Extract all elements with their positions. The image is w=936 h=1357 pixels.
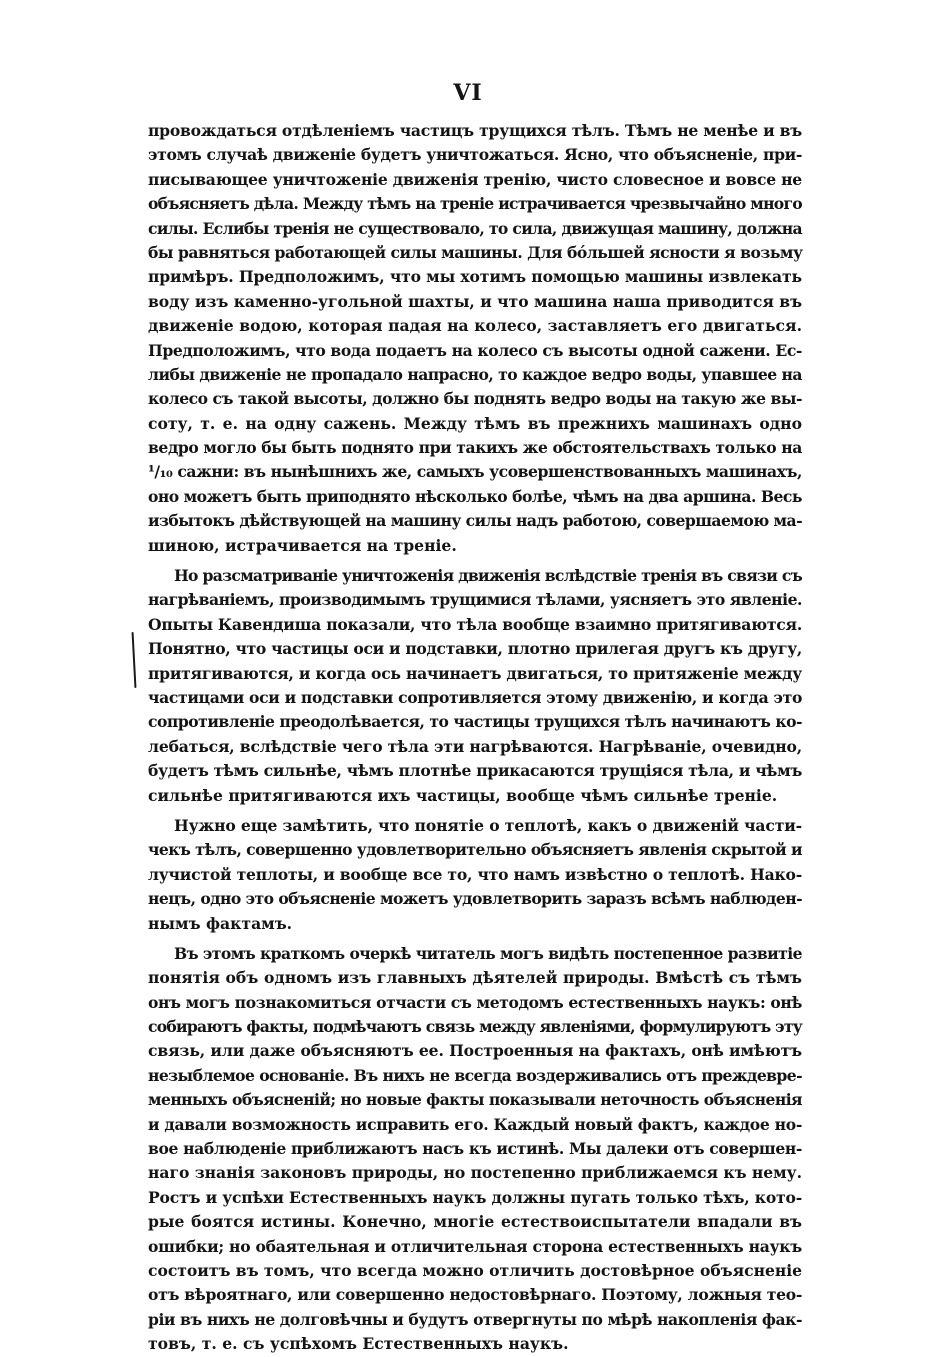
text-line: понятія объ одномъ изъ главныхъ дѣятелей природы. Вмѣстѣ съ тѣмъ <box>148 968 802 988</box>
text-line: сильнѣе притягиваются ихъ частицы, вообще чѣмъ сильнѣе треніе. <box>148 785 778 805</box>
paragraph <box>148 119 802 558</box>
paragraph <box>148 942 802 1357</box>
text-line: Опыты Кавендиша показали, что тѣла вообще взаимно притягиваются. <box>148 614 803 634</box>
text-line: писывающее уничтоженіе движенія тренію, чисто словесное и вовсе не <box>148 169 802 189</box>
text-line: лучистой теплоты, и вообще все то, что намъ извѣстно о теплотѣ. Нако- <box>148 864 802 884</box>
text-line: ошибки; но обаятельная и отличительная сторона естественныхъ наукъ <box>148 1236 802 1256</box>
text-line: связь, или даже объясняютъ ее. Построенныя на фактахъ, онѣ имѣютъ <box>148 1041 802 1061</box>
text-line: ріи въ нихъ не долговѣчны и будутъ отвергнуты по мѣрѣ накопленія фак- <box>148 1309 803 1329</box>
paragraph <box>148 564 802 808</box>
text-line: ведро могло бы быть поднято при такихъ же обстоятельствахъ только на <box>148 438 802 458</box>
text-line: Но разсматриваніе уничтоженія движенія вслѣдствіе тренія въ связи съ <box>174 566 802 586</box>
text-line: менныхъ объясненій; но новые факты показывали неточность объясненія <box>148 1090 802 1110</box>
paragraph <box>148 814 802 936</box>
text-line: нагрѣваніемъ, производимымъ трущимися тѣлами, уясняетъ это явленіе. <box>148 590 802 610</box>
text-line: нымъ фактамъ. <box>148 913 293 933</box>
margin-pencil-mark <box>132 632 137 688</box>
text-line: лебаться, вслѣдствіе чего тѣла эти нагрѣваются. Нагрѣваніе, очевидно, <box>148 736 803 756</box>
text-line: движеніе водою, которая падая на колесо, заставляетъ его двигаться. <box>148 316 802 336</box>
page-number: VI <box>453 80 483 106</box>
text-line: Ростъ и успѣхи Естественныхъ наукъ должны пугать только тѣхъ, кото- <box>148 1187 803 1207</box>
text-line: онъ могъ познакомиться отчасти съ методомъ естественныхъ наукъ: онѣ <box>148 992 803 1012</box>
text-line: Нужно еще замѣтить, что понятіе о теплотѣ, какъ о движеній части- <box>174 815 803 835</box>
text-line: Въ этомъ краткомъ очеркѣ читатель могъ видѣть постепенное развитіе <box>174 943 803 963</box>
text-line: отъ вѣроятнаго, или совершенно недостовѣрнаго. Поэтому, ложныя тео- <box>148 1285 803 1305</box>
text-line: бы равняться работающей силы машины. Для бо́льшей ясности я возьму <box>148 242 803 262</box>
text-line: и давали возможность исправить его. Каждый новый фактъ, каждое но- <box>148 1114 802 1134</box>
text-line: сопротивленіе преодолѣвается, то частицы трущихся тѣлъ начинаютъ ко- <box>148 712 802 732</box>
text-line: незыблемое основаніе. Въ нихъ не всегда воздерживались отъ преждевре- <box>148 1065 802 1085</box>
text-line: примѣръ. Предположимъ, что мы хотимъ помощью машины извлекать <box>148 267 802 287</box>
text-line: объясняетъ дѣла. Между тѣмъ на треніе истрачивается чрезвычайно много <box>148 194 802 214</box>
text-line: соту, т. е. на одну сажень. Между тѣмъ въ прежнихъ машинахъ одно <box>148 413 802 433</box>
text-line: собираютъ факты, подмѣчаютъ связь между явленіями, формулируютъ эту <box>148 1017 802 1037</box>
text-line: этомъ случаѣ движеніе будетъ уничтожаться. Ясно, что объясненіе, при- <box>148 145 803 165</box>
text-line: будетъ тѣмъ сильнѣе, чѣмъ плотнѣе прикасаются трущіяся тѣла, и чѣмъ <box>148 761 802 781</box>
text-line: частицами оси и подставки сопротивляется этому движенію, и когда это <box>148 687 803 707</box>
text-line: колесо съ такой высоты, должно бы поднять ведро воды на такую же вы- <box>148 389 802 409</box>
text-line: силы. Еслибы тренія не существовало, то сила, движущая машину, должна <box>148 218 802 238</box>
text-line: шиною, истрачивается на треніе. <box>148 535 457 555</box>
text-line: ¹/₁₀ сажни: въ нынѣшнихъ же, самыхъ усовершенствованныхъ машинахъ, <box>148 462 802 482</box>
text-line: чекъ тѣлъ, совершенно удовлетворительно объясняетъ явленія скрытой и <box>148 840 803 860</box>
text-line: нецъ, одно это объясненіе можетъ удовлетворить заразъ всѣмъ наблюден- <box>148 889 802 909</box>
text-line: избытокъ дѣйствующей на машину силы надъ работою, совершаемою ма- <box>148 511 802 531</box>
text-line: воду изъ каменно-угольной шахты, и что машина наша приводится въ <box>148 291 803 311</box>
text-line: товъ, т. е. съ успѣхомъ Естественныхъ наукъ. <box>148 1334 569 1354</box>
text-line: Предположимъ, что вода подаетъ на колесо съ высоты одной сажени. Ес- <box>148 340 802 360</box>
text-line: состоитъ въ томъ, что всегда можно отличить достовѣрное объясненіе <box>148 1260 802 1280</box>
text-line: Понятно, что частицы оси и подставки, плотно прилегая другъ къ другу, <box>148 639 803 659</box>
body-text <box>148 119 802 1357</box>
text-line: провождаться отдѣленіемъ частицъ трущихся тѣлъ. Тѣмъ не менѣе и въ <box>148 121 803 140</box>
text-line: либы движеніе не пропадало напрасно, то каждое ведро воды, упавшее на <box>148 364 803 384</box>
text-line: наго знанія законовъ природы, но постепенно приближаемся къ нему. <box>148 1163 803 1183</box>
text-line: оно можетъ быть приподнято нѣсколько болѣе, чѣмъ на два аршина. Весь <box>148 486 802 506</box>
text-line: вое наблюденіе приближаютъ насъ къ истинѣ. Мы далеки отъ совершен- <box>148 1139 803 1159</box>
text-line: рые боятся истины. Конечно, многіе естествоиспытатели впадали въ <box>148 1212 802 1232</box>
text-line: притягиваются, и когда ось начинаетъ двигаться, то притяженіе между <box>148 663 803 683</box>
